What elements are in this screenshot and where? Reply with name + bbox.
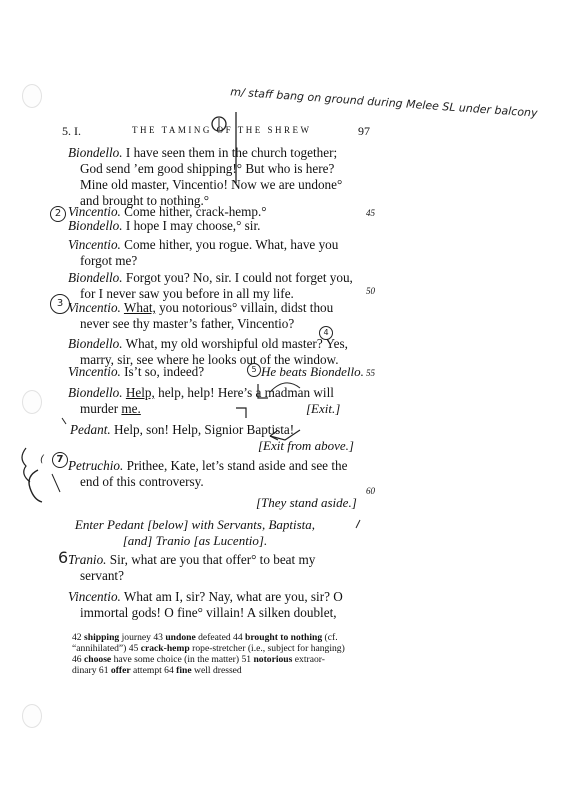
speech-line <box>68 145 337 161</box>
stage-direction: [Exit from above.] <box>258 438 354 453</box>
speech-line: for I never saw you before in all my life. <box>80 286 294 301</box>
act-scene-label: 5. I. <box>62 124 81 138</box>
speech-line <box>68 385 334 401</box>
speech-line: marry, sir, see where he looks out of the window. <box>80 352 339 367</box>
speech-line <box>68 364 204 380</box>
footnote-text: dinary 61 <box>72 665 111 676</box>
speech-line: end of this controversy. <box>80 474 204 489</box>
margin-cue-number: 7 <box>52 452 68 468</box>
speech-line: forgot me? <box>80 253 138 268</box>
dialogue-text: I have seen them in the church together; <box>122 145 338 160</box>
footnote-text: have some choice (in the matter) 51 <box>111 654 254 665</box>
speaker-name: Petruchio. <box>68 458 124 473</box>
line-number: 45 <box>366 208 375 218</box>
speaker-name: Biondello. <box>68 145 123 160</box>
speaker-name: Tranio. <box>68 552 107 567</box>
bracket-mark <box>236 408 246 418</box>
line-number: 60 <box>366 486 375 496</box>
speaker-name: Vincentio. <box>68 300 121 315</box>
play-title: THE TAMING OF THE SHREW <box>132 125 312 135</box>
margin-bracket <box>22 448 30 482</box>
stage-direction: He beats Biondello. <box>261 364 364 379</box>
dialogue-text: Forgot you? No, sir. I could not forget you, <box>122 270 353 285</box>
dialogue-text: Sir, what are you that offer° to beat my <box>106 552 316 567</box>
footnote-term: notorious <box>253 654 293 665</box>
dialogue-text: What am I, sir? Nay, what are you, sir? O <box>120 589 343 604</box>
speech-line: never see thy master’s father, Vincentio? <box>80 316 295 331</box>
dialogue-text: help, help! <box>154 385 218 400</box>
speech-line: immortal gods! O fine° villain! A silken doublet, <box>80 605 337 620</box>
binder-hole-top <box>22 84 42 108</box>
speaker-name: Pedant. <box>70 422 111 437</box>
speech-line <box>68 237 338 253</box>
line-number: 50 <box>366 286 375 296</box>
dialogue-text: What, my old worshipful old master? Yes, <box>122 336 348 351</box>
speech-line <box>68 218 260 234</box>
line-number: 55 <box>366 368 375 378</box>
footnote-term: offer <box>110 665 131 676</box>
entrance-direction: Enter Pedant [below] with Servants, Baptista, <box>74 517 316 532</box>
footnote-term: brought to nothing <box>245 632 323 643</box>
margin-paren-mark: ( <box>40 454 44 465</box>
footnote-text: journey 43 <box>119 632 166 643</box>
footnote-term: fine <box>176 665 192 676</box>
footnote-term: shipping <box>84 632 120 643</box>
speech-line <box>68 300 333 316</box>
footnote-text: rope-stretcher (i.e., subject for hanging) <box>189 643 345 654</box>
footnote-term: crack-hemp <box>140 643 190 654</box>
speech-line: God send ’em good shipping!° But who is here? <box>80 161 335 176</box>
footnote-text: “annihilated”) 45 <box>72 643 141 654</box>
stage-direction: [They stand aside.] <box>256 495 357 510</box>
speaker-name: Vincentio. <box>68 237 121 252</box>
margin-tick <box>52 474 60 492</box>
margin-cue-number: 5 <box>247 363 261 377</box>
speech-line: and brought to nothing.° <box>80 193 210 208</box>
speech-line <box>80 401 141 417</box>
stage-direction: [Exit.] <box>306 401 341 416</box>
speech-line <box>70 422 294 438</box>
dialogue-text: Is’t so, indeed? <box>120 364 205 379</box>
speech-line <box>68 589 343 605</box>
footnote-line-4 <box>72 665 242 676</box>
footnote-line-3 <box>72 654 325 665</box>
footnote-line-2 <box>72 643 345 654</box>
footnote-text: 42 <box>72 632 84 643</box>
footnote-term: choose <box>84 654 112 665</box>
handwritten-staging-note: m/ staff bang on ground during Melee SL under balcony <box>229 85 538 120</box>
speaker-name: Vincentio. <box>68 204 121 219</box>
footnote-text: (cf. <box>322 632 338 643</box>
binder-hole-bottom <box>22 704 42 728</box>
footnote-text: extraor- <box>292 654 325 665</box>
speech-line: servant? <box>80 568 124 583</box>
speaker-name: Vincentio. <box>68 589 121 604</box>
speaker-name: Vincentio. <box>68 364 121 379</box>
underlined-word: me. <box>121 401 141 416</box>
margin-cue-number: 2 <box>50 206 66 222</box>
dialogue-text: you notorious° villain, didst thou <box>155 300 334 315</box>
entrance-direction: [and] Tranio [as Lucentio]. <box>122 533 268 548</box>
footnote-text: defeated 44 <box>195 632 246 643</box>
margin-tick <box>62 418 66 424</box>
dialogue-text: Come hither, you rogue. What, have you <box>120 237 339 252</box>
speech-line <box>68 552 315 568</box>
margin-cue-number: 4 <box>319 326 333 340</box>
dialogue-text: murder <box>80 401 122 416</box>
margin-cue-number: 6 <box>58 548 69 567</box>
footnote-line-1 <box>72 632 338 643</box>
speech-line <box>68 270 353 286</box>
underlined-word: Help, <box>125 385 155 400</box>
dialogue-text: Come hither, crack-hemp.° <box>120 204 267 219</box>
footnote-text: well dressed <box>191 665 242 676</box>
dialogue-text: I hope I may choose,° sir. <box>122 218 261 233</box>
footnote-term: undone <box>165 632 196 643</box>
underlined-word: What, <box>123 300 156 315</box>
speaker-name: Biondello. <box>68 336 123 351</box>
speech-line <box>68 458 347 474</box>
binder-hole-middle <box>22 390 42 414</box>
margin-cue-number: 3 <box>50 294 70 314</box>
speaker-name: Biondello. <box>68 270 123 285</box>
footnote-text: attempt 64 <box>130 665 177 676</box>
page-number: 97 <box>358 124 370 138</box>
dialogue-text: Help, son! Help, Signior Baptista! <box>110 422 295 437</box>
dialogue-text: Prithee, Kate, let’s stand aside and see the <box>123 458 348 473</box>
footnote-text: 46 <box>72 654 84 665</box>
speaker-name: Biondello. <box>68 385 123 400</box>
speech-line <box>68 336 348 352</box>
margin-squiggle <box>29 470 42 502</box>
dialogue-text: Here’s a madman will <box>217 385 334 400</box>
speech-line: Mine old master, Vincentio! Now we are undone° <box>80 177 343 192</box>
speaker-name: Biondello. <box>68 218 123 233</box>
